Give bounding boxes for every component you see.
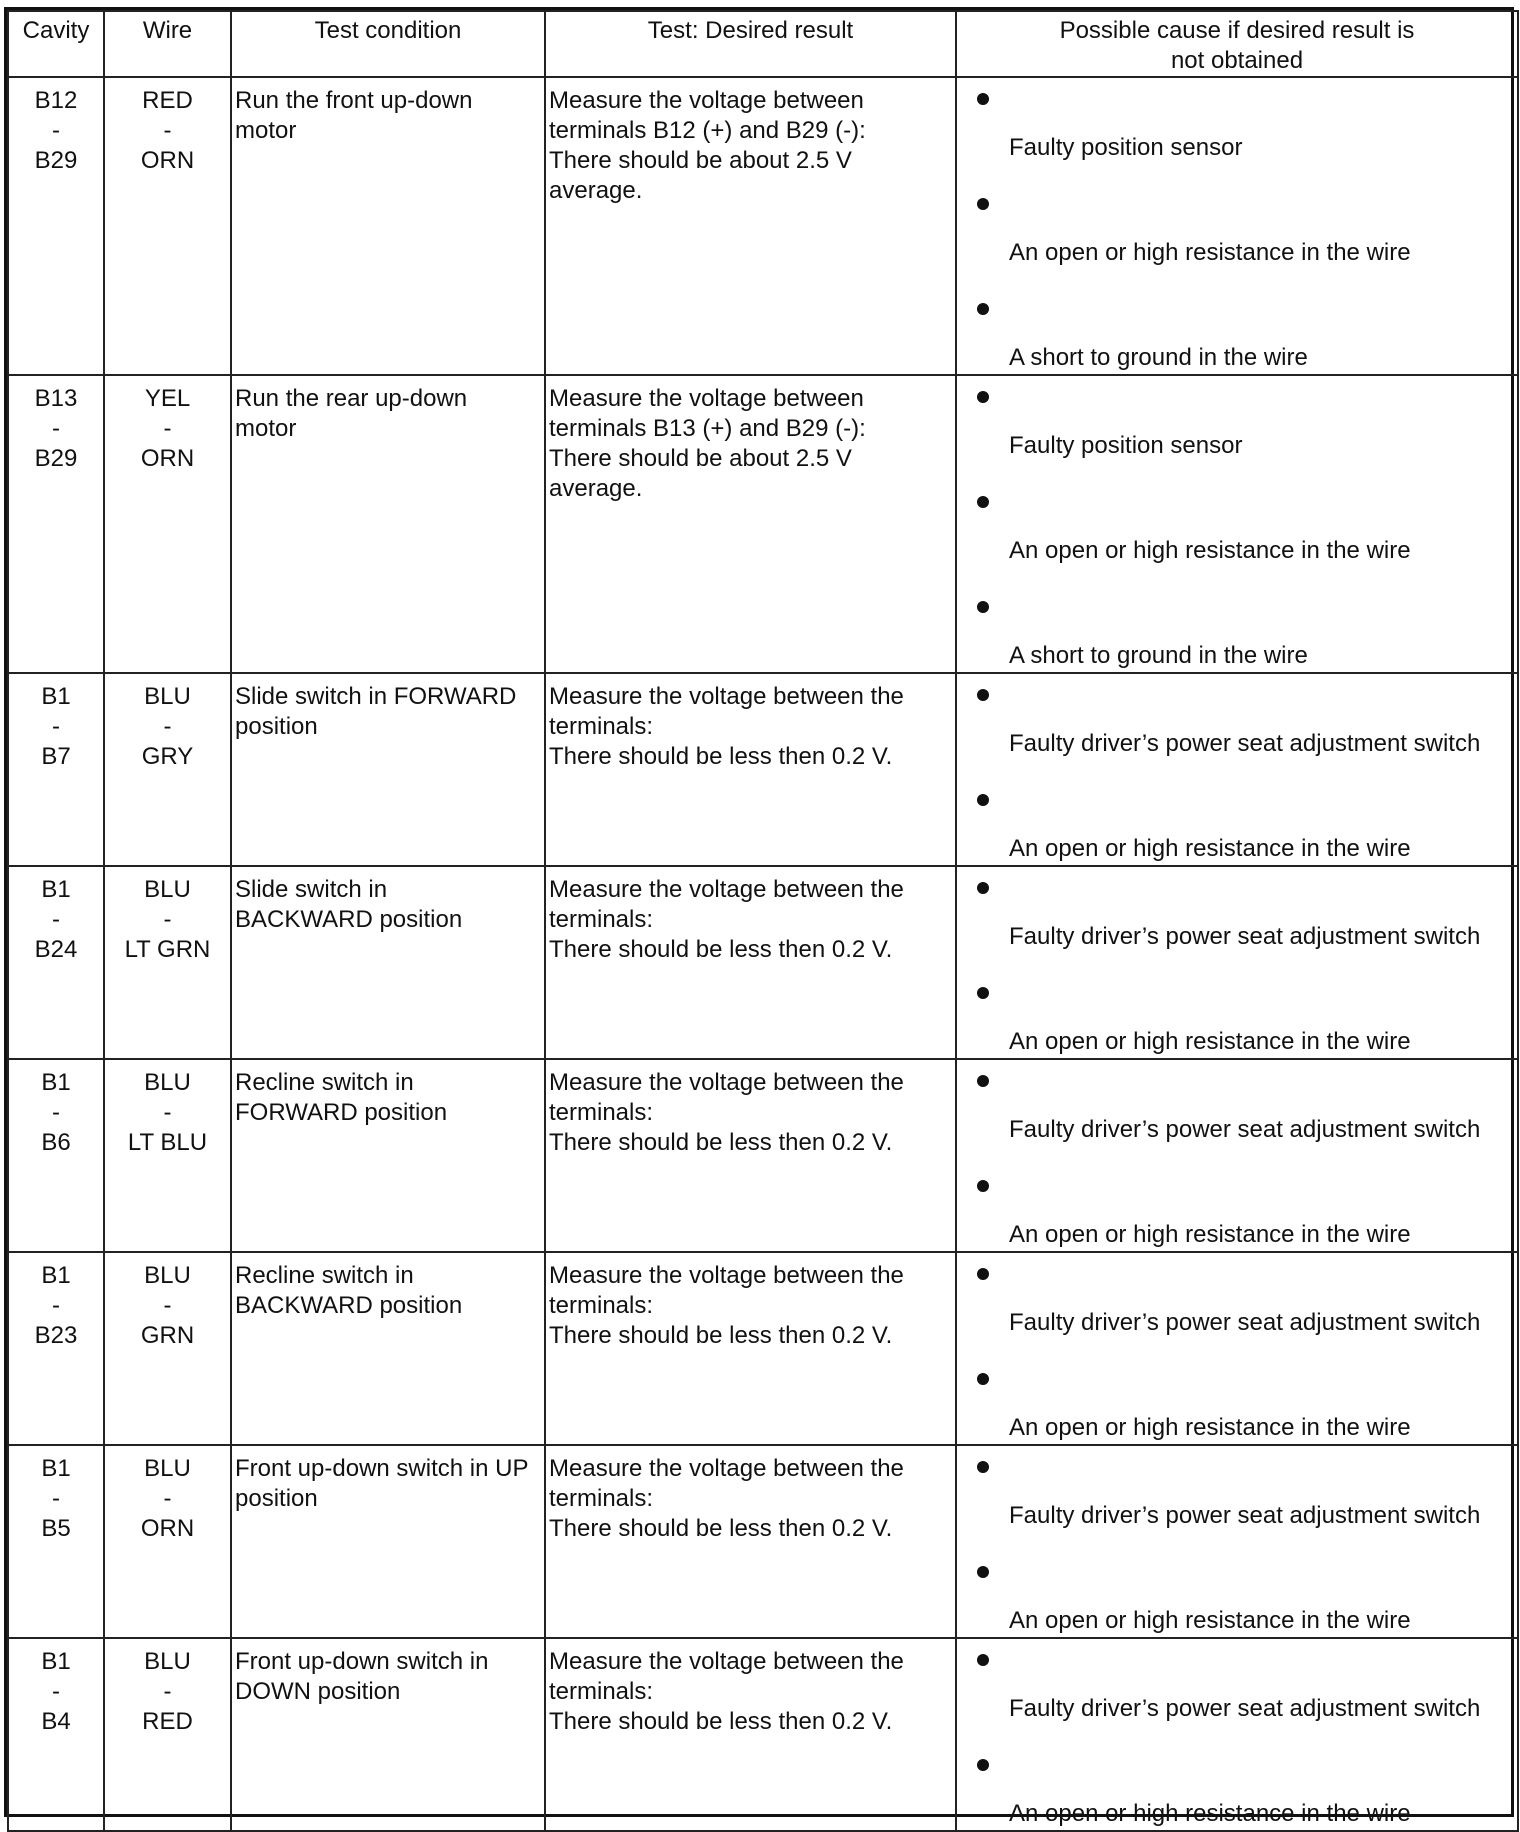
test-condition-line: BACKWARD position <box>235 906 463 933</box>
possible-cause-item: Faulty driver’s power seat adjustment switch <box>1009 923 1481 950</box>
cavity-line: B29 <box>34 147 78 174</box>
test-condition-line: Recline switch in <box>235 1069 414 1096</box>
diagnostic-table <box>7 10 1519 1832</box>
wire-line: BLU <box>144 683 191 710</box>
possible-cause-item: An open or high resistance in the wire <box>1009 537 1411 564</box>
table-row <box>8 1445 1518 1638</box>
wire-line: ORN <box>140 1515 195 1542</box>
possible-cause-cell <box>956 1252 1518 1445</box>
bullet-icon <box>977 198 989 210</box>
cavity-line: B1 <box>41 1455 71 1482</box>
header-cause-line2: not obtained <box>1170 47 1304 74</box>
cavity-line: B23 <box>34 1322 78 1349</box>
test-condition-line: position <box>235 713 318 740</box>
possible-cause-item: Faulty driver’s power seat adjustment switch <box>1009 1116 1481 1143</box>
possible-cause-item: Faulty driver’s power seat adjustment switch <box>1009 730 1481 757</box>
bullet-icon <box>977 794 989 806</box>
header-possible-cause <box>956 11 1518 77</box>
wire-line: GRY <box>141 743 194 770</box>
possible-cause-item: An open or high resistance in the wire <box>1009 1221 1411 1248</box>
cavity-line: B6 <box>41 1129 71 1156</box>
test-condition-line: Run the rear up-down <box>235 385 468 412</box>
cavity-cell <box>8 1445 104 1638</box>
cavity-line: - <box>52 415 60 442</box>
test-condition-cell <box>231 77 545 375</box>
desired-result-line: There should be less then 0.2 V. <box>549 743 893 770</box>
wire-line: BLU <box>144 1262 191 1289</box>
possible-cause-item: A short to ground in the wire <box>1009 344 1308 371</box>
wire-line: ORN <box>140 147 195 174</box>
test-condition-line: Slide switch in <box>235 876 388 903</box>
wire-cell <box>104 77 231 375</box>
bullet-icon <box>977 1566 989 1578</box>
cavity-line: B1 <box>41 876 71 903</box>
test-condition-cell <box>231 1252 545 1445</box>
possible-cause-list <box>957 1639 1517 1830</box>
possible-cause-list <box>957 78 1517 374</box>
desired-result-cell <box>545 866 956 1059</box>
possible-cause-item: An open or high resistance in the wire <box>1009 835 1411 862</box>
desired-result-line: terminals: <box>549 1678 654 1705</box>
possible-cause-list <box>957 376 1517 672</box>
desired-result-line: There should be less then 0.2 V. <box>549 1129 893 1156</box>
desired-result-line: terminals: <box>549 1485 654 1512</box>
possible-cause-cell <box>956 1638 1518 1831</box>
bullet-icon <box>977 496 989 508</box>
possible-cause-list <box>957 1446 1517 1637</box>
bullet-icon <box>977 391 989 403</box>
bullet-icon <box>977 882 989 894</box>
possible-cause-item: Faulty position sensor <box>1009 432 1243 459</box>
cavity-line: - <box>52 713 60 740</box>
possible-cause-cell <box>956 866 1518 1059</box>
wire-line: LT BLU <box>127 1129 208 1156</box>
desired-result-line: average. <box>549 475 643 502</box>
cavity-cell <box>8 866 104 1059</box>
wire-line: - <box>163 415 172 442</box>
desired-result-cell <box>545 1252 956 1445</box>
desired-result-line: There should be less then 0.2 V. <box>549 936 893 963</box>
wire-line: - <box>163 1485 172 1512</box>
desired-result-line: There should be less then 0.2 V. <box>549 1322 893 1349</box>
cavity-line: - <box>52 1678 60 1705</box>
bullet-icon <box>977 689 989 701</box>
bullet-icon <box>977 601 989 613</box>
wire-line: - <box>163 1678 172 1705</box>
possible-cause-cell <box>956 77 1518 375</box>
cavity-line: B24 <box>34 936 78 963</box>
test-condition-cell <box>231 1445 545 1638</box>
test-condition-line: motor <box>235 117 297 144</box>
wire-line: GRN <box>140 1322 195 1349</box>
cavity-line: - <box>52 1485 60 1512</box>
desired-result-line: terminals B12 (+) and B29 (-): <box>549 117 866 144</box>
desired-result-line: Measure the voltage between <box>549 385 864 412</box>
bullet-icon <box>977 1180 989 1192</box>
cavity-line: B1 <box>41 1648 71 1675</box>
table-row <box>8 866 1518 1059</box>
test-condition-line: FORWARD position <box>235 1099 448 1126</box>
wire-line: RED <box>142 87 193 114</box>
cavity-line: - <box>52 117 60 144</box>
test-condition-cell <box>231 375 545 673</box>
desired-result-line: terminals: <box>549 906 654 933</box>
test-condition-cell <box>231 1638 545 1831</box>
wire-line: - <box>163 117 172 144</box>
desired-result-cell <box>545 1638 956 1831</box>
test-condition-line: Front up-down switch in UP <box>235 1455 529 1482</box>
wire-line: - <box>163 1292 172 1319</box>
possible-cause-item: An open or high resistance in the wire <box>1009 1028 1411 1055</box>
header-desired-result: Test: Desired result <box>545 11 956 77</box>
wire-line: ORN <box>140 445 195 472</box>
possible-cause-list <box>957 1253 1517 1444</box>
bullet-icon <box>977 1759 989 1771</box>
wire-line: - <box>163 713 172 740</box>
test-condition-line: motor <box>235 415 297 442</box>
cavity-line: - <box>52 1292 60 1319</box>
desired-result-line: Measure the voltage between the <box>549 1069 904 1096</box>
possible-cause-item: An open or high resistance in the wire <box>1009 1414 1411 1441</box>
test-condition-cell <box>231 866 545 1059</box>
cavity-line: B4 <box>41 1708 71 1735</box>
desired-result-cell <box>545 673 956 866</box>
desired-result-line: There should be less then 0.2 V. <box>549 1515 893 1542</box>
test-condition-line: Run the front up-down <box>235 87 473 114</box>
bullet-icon <box>977 1373 989 1385</box>
bullet-icon <box>977 93 989 105</box>
desired-result-line: terminals: <box>549 713 654 740</box>
wire-cell <box>104 1638 231 1831</box>
wire-cell <box>104 1445 231 1638</box>
wire-line: BLU <box>144 876 191 903</box>
bullet-icon <box>977 303 989 315</box>
wire-cell <box>104 375 231 673</box>
wire-line: - <box>163 1099 172 1126</box>
cavity-cell <box>8 1252 104 1445</box>
possible-cause-item: An open or high resistance in the wire <box>1009 1607 1411 1634</box>
wire-line: - <box>163 906 172 933</box>
possible-cause-item: Faulty driver’s power seat adjustment switch <box>1009 1502 1481 1529</box>
wire-cell <box>104 866 231 1059</box>
desired-result-line: average. <box>549 177 643 204</box>
bullet-icon <box>977 1461 989 1473</box>
table-row <box>8 1638 1518 1831</box>
table-row <box>8 673 1518 866</box>
possible-cause-list <box>957 1060 1517 1251</box>
possible-cause-cell <box>956 1445 1518 1638</box>
wire-line: BLU <box>144 1069 191 1096</box>
wire-cell <box>104 673 231 866</box>
test-table-sheet <box>4 7 1514 1827</box>
possible-cause-cell <box>956 375 1518 673</box>
cavity-line: B7 <box>41 743 71 770</box>
test-condition-line: Recline switch in <box>235 1262 414 1289</box>
desired-result-line: terminals: <box>549 1099 654 1126</box>
bullet-icon <box>977 1268 989 1280</box>
header-row <box>8 11 1518 77</box>
cavity-line: - <box>52 1099 60 1126</box>
cavity-line: B12 <box>34 87 78 114</box>
cavity-cell <box>8 77 104 375</box>
header-test-condition: Test condition <box>231 11 545 77</box>
test-condition-line: Slide switch in FORWARD <box>235 683 517 710</box>
possible-cause-list <box>957 674 1517 865</box>
cavity-cell <box>8 375 104 673</box>
possible-cause-cell <box>956 1059 1518 1252</box>
cavity-cell <box>8 1059 104 1252</box>
possible-cause-item: Faulty driver’s power seat adjustment switch <box>1009 1309 1481 1336</box>
header-cause-line1: Possible cause if desired result is <box>1059 17 1415 44</box>
possible-cause-item: A short to ground in the wire <box>1009 642 1308 669</box>
desired-result-line: terminals B13 (+) and B29 (-): <box>549 415 866 442</box>
test-condition-line: DOWN position <box>235 1678 401 1705</box>
possible-cause-list <box>957 867 1517 1058</box>
wire-line: LT GRN <box>124 936 211 963</box>
possible-cause-item: An open or high resistance in the wire <box>1009 239 1411 266</box>
possible-cause-item: Faulty position sensor <box>1009 134 1243 161</box>
bullet-icon <box>977 987 989 999</box>
desired-result-line: Measure the voltage between the <box>549 1262 904 1289</box>
header-wire: Wire <box>104 11 231 77</box>
wire-cell <box>104 1059 231 1252</box>
desired-result-line: Measure the voltage between the <box>549 1455 904 1482</box>
desired-result-line: terminals: <box>549 1292 654 1319</box>
desired-result-line: There should be less then 0.2 V. <box>549 1708 893 1735</box>
test-condition-cell <box>231 673 545 866</box>
cavity-line: - <box>52 906 60 933</box>
wire-line: YEL <box>144 385 191 412</box>
cavity-cell <box>8 1638 104 1831</box>
cavity-line: B1 <box>41 1262 71 1289</box>
wire-cell <box>104 1252 231 1445</box>
table-row <box>8 1252 1518 1445</box>
desired-result-cell <box>545 1445 956 1638</box>
bullet-icon <box>977 1654 989 1666</box>
desired-result-line: There should be about 2.5 V <box>549 147 852 174</box>
wire-line: BLU <box>144 1648 191 1675</box>
desired-result-line: Measure the voltage between the <box>549 683 904 710</box>
possible-cause-cell <box>956 673 1518 866</box>
table-row <box>8 1059 1518 1252</box>
test-condition-cell <box>231 1059 545 1252</box>
cavity-line: B5 <box>41 1515 71 1542</box>
wire-line: BLU <box>144 1455 191 1482</box>
table-row <box>8 77 1518 375</box>
possible-cause-item: Faulty driver’s power seat adjustment switch <box>1009 1695 1481 1722</box>
possible-cause-item: An open or high resistance in the wire <box>1009 1800 1411 1827</box>
header-cavity: Cavity <box>8 11 104 77</box>
test-condition-line: Front up-down switch in <box>235 1648 489 1675</box>
test-condition-line: position <box>235 1485 318 1512</box>
desired-result-line: There should be about 2.5 V <box>549 445 852 472</box>
cavity-line: B13 <box>34 385 78 412</box>
desired-result-cell <box>545 1059 956 1252</box>
desired-result-line: Measure the voltage between <box>549 87 864 114</box>
cavity-line: B1 <box>41 1069 71 1096</box>
table-row <box>8 375 1518 673</box>
desired-result-cell <box>545 77 956 375</box>
cavity-line: B1 <box>41 683 71 710</box>
cavity-line: B29 <box>34 445 78 472</box>
desired-result-line: Measure the voltage between the <box>549 1648 904 1675</box>
bullet-icon <box>977 1075 989 1087</box>
wire-line: RED <box>142 1708 193 1735</box>
cavity-cell <box>8 673 104 866</box>
test-condition-line: BACKWARD position <box>235 1292 463 1319</box>
desired-result-cell <box>545 375 956 673</box>
desired-result-line: Measure the voltage between the <box>549 876 904 903</box>
